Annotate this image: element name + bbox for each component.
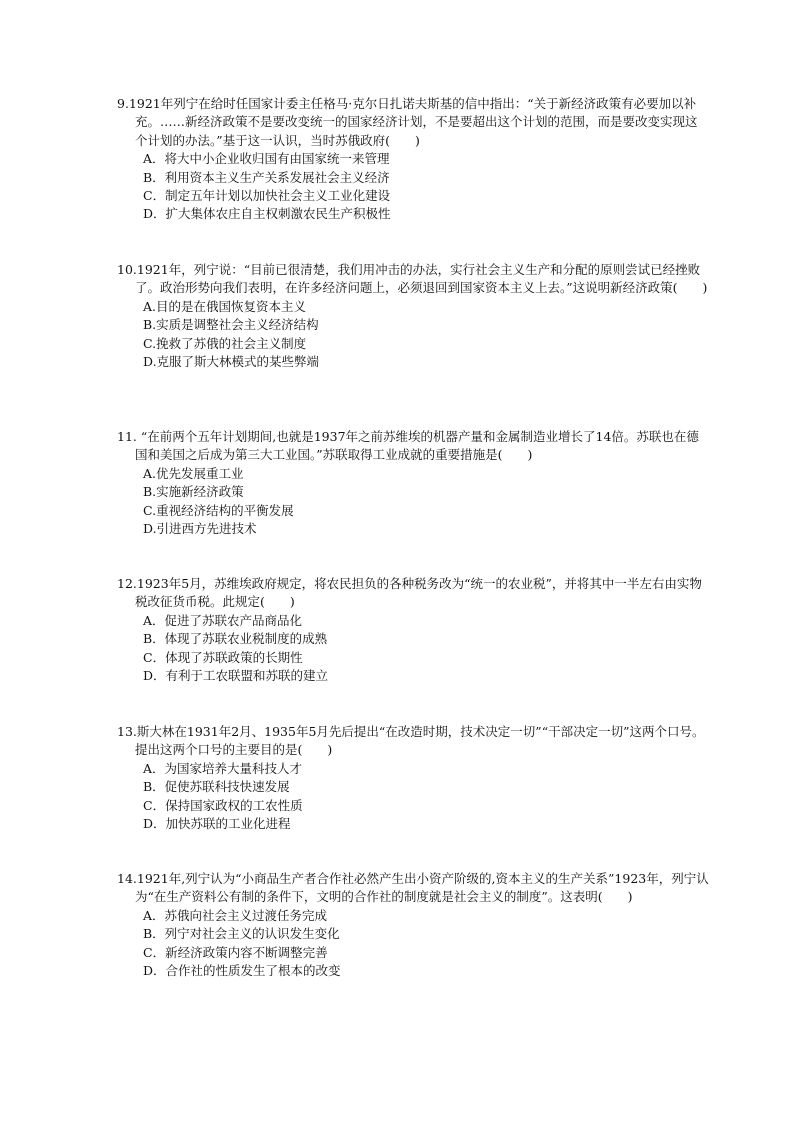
question-12 <box>117 575 709 685</box>
option-c: C.重视经济结构的平衡发展 <box>143 502 294 518</box>
question-stem: 9.1921年列宁在给时任国家计委主任格马·克尔日扎诺夫斯基的信中指出：“关于新经济政策有必要加以补充。……新经济政策不是要改变统一的国家经济计划，不是要超出这个计划的范围，而是要改变实现这个计划的办法。”基于这一认识，当时苏俄政府( ) <box>117 96 698 148</box>
option-c: C.挽救了苏俄的社会主义制度 <box>143 335 307 351</box>
option-d: D．扩大集体农庄自主权刺激农民生产积极性 <box>143 206 391 222</box>
option-d: D．合作社的性质发生了根本的改变 <box>143 963 341 979</box>
option-c: C．体现了苏联政策的长期性 <box>143 649 303 665</box>
option-b: B.实质是调整社会主义经济结构 <box>143 317 319 333</box>
option-d: D.引进西方先进技术 <box>143 521 257 537</box>
question-stem: 10.1921年，列宁说：“目前已很清楚，我们用冲击的办法，实行社会主义生产和分配的原则尝试已经挫败了。政治形势向我们表明，在许多经济问题上，必须退回到国家资本主义上去。”这说明新经济政策( ) <box>117 262 708 296</box>
question-stem: 14.1921年,列宁认为“小商品生产者合作社必然产生出小资产阶级的,资本主义的生产关系”1923年，列宁认为“在生产资料公有制的条件下，文明的合作社的制度就是社会主义的制度”。这表明( ) <box>117 871 709 905</box>
option-list <box>117 907 709 981</box>
option-d: D．有利于工农联盟和苏联的建立 <box>143 668 329 684</box>
question-stem: 11. “在前两个五年计划期间,也就是1937年之前苏维埃的机器产量和金属制造业增长了14倍。苏联也在德国和美国之后成为第三大工业国。”苏联取得工业成就的重要措施是( ) <box>117 429 699 463</box>
option-a: A．苏俄向社会主义过渡任务完成 <box>143 907 328 923</box>
option-c: C．制定五年计划以加快社会主义工业化建设 <box>143 188 391 204</box>
option-b: B．列宁对社会主义的认识发生变化 <box>143 926 340 942</box>
option-a: A.目的是在俄国恢复资本主义 <box>143 298 307 314</box>
option-a: A．将大中小企业收归国有由国家统一来管理 <box>143 151 390 167</box>
option-d: D．加快苏联的工业化进程 <box>143 816 291 832</box>
option-c: C．保持国家政权的工农性质 <box>143 797 303 813</box>
option-a: A．为国家培养大量科技人才 <box>143 760 303 776</box>
option-list <box>117 465 709 539</box>
option-d: D.克服了斯大林模式的某些弊端 <box>143 354 320 370</box>
question-9 <box>117 95 709 224</box>
question-10 <box>117 261 709 371</box>
option-list <box>117 760 709 834</box>
option-list <box>117 612 709 686</box>
question-11 <box>117 428 709 538</box>
question-stem: 12.1923年5月，苏维埃政府规定，将农民担负的各种税务改为“统一的农业税”，并将其中一半左右由实物税改征货币税。此规定( ) <box>117 576 702 610</box>
question-14 <box>117 870 709 980</box>
option-a: A．促进了苏联农产品商品化 <box>143 612 303 628</box>
option-b: B.实施新经济政策 <box>143 484 244 500</box>
option-c: C．新经济政策内容不断调整完善 <box>143 944 328 960</box>
option-a: A.优先发展重工业 <box>143 465 244 481</box>
question-stem: 13.斯大林在1931年2月、1935年5月先后提出“在改造时期，技术决定一切”“干部决定一切”这两个口号。提出这两个口号的主要目的是( ) <box>117 724 705 758</box>
option-list <box>117 298 709 372</box>
question-13 <box>117 723 709 833</box>
option-b: B．促使苏联科技快速发展 <box>143 779 290 795</box>
option-b: B．利用资本主义生产关系发展社会主义经济 <box>143 169 390 185</box>
option-list <box>117 150 709 224</box>
option-b: B．体现了苏联农业税制度的成熟 <box>143 631 328 647</box>
